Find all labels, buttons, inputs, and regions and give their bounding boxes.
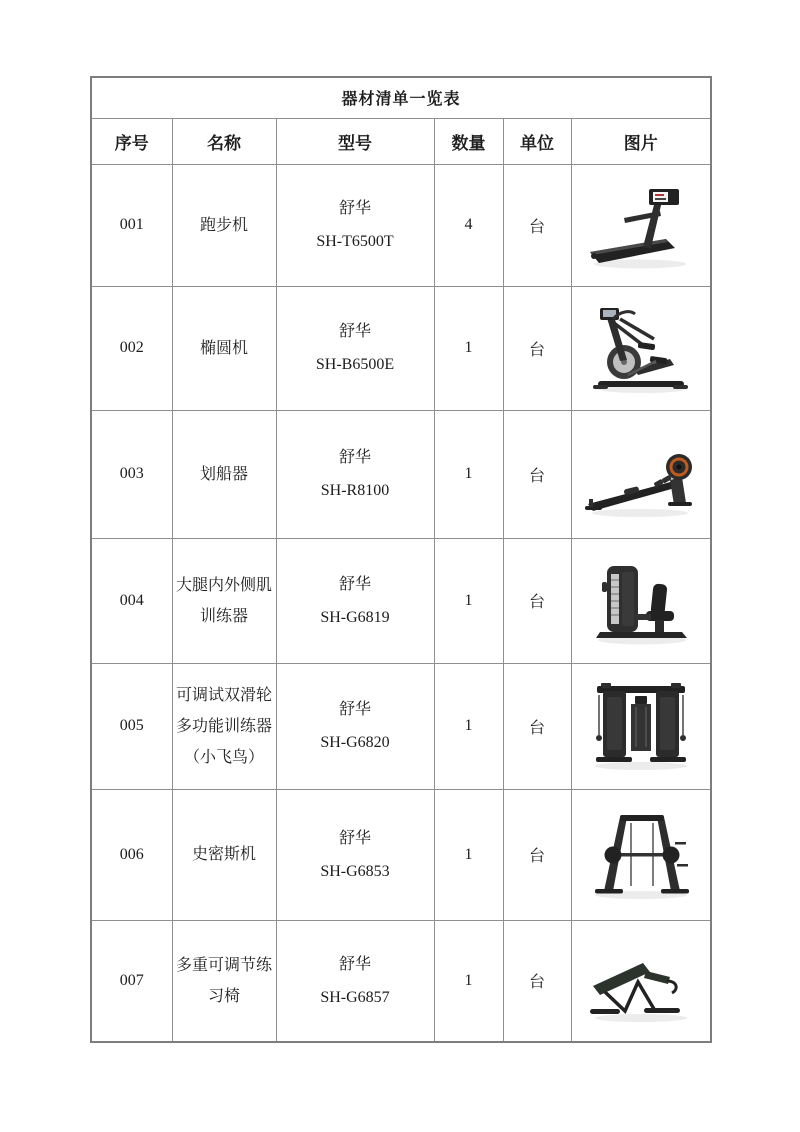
equipment-brand: 舒华: [338, 323, 371, 340]
equipment-brand: 舒华: [338, 449, 371, 466]
equipment-model-cell: [276, 538, 434, 663]
row-index: 006: [91, 789, 172, 920]
column-header-quantity: 数量: [434, 118, 503, 164]
equipment-image-cell: [571, 164, 711, 286]
equipment-quantity: 1: [434, 286, 503, 410]
equipment-model: SH-G6820: [320, 734, 390, 751]
equipment-model: SH-G6819: [320, 608, 390, 626]
row-index: 004: [91, 538, 172, 663]
equipment-unit: 台: [503, 663, 571, 789]
equipment-unit: 台: [503, 164, 571, 286]
table-row: [91, 920, 711, 1042]
functional-trainer-image: [572, 677, 711, 775]
equipment-model: SH-T6500T: [316, 233, 394, 250]
equipment-brand: 舒华: [338, 829, 371, 847]
equipment-brand: 舒华: [338, 200, 371, 217]
equipment-image-cell: [571, 410, 711, 538]
equipment-model: SH-R8100: [320, 482, 390, 499]
column-header-index: 序号: [91, 118, 172, 164]
equipment-table-container: [90, 76, 712, 1043]
equipment-image-cell: [571, 538, 711, 663]
equipment-name: 多重可调节练习椅: [172, 920, 276, 1042]
equipment-image-cell: [571, 663, 711, 789]
equipment-name: 史密斯机: [172, 789, 276, 920]
equipment-model: SH-G6853: [320, 862, 390, 880]
table-row: [91, 538, 711, 663]
table-title-row: [91, 77, 711, 118]
equipment-unit: 台: [503, 410, 571, 538]
adductor-machine-image: [572, 552, 711, 650]
equipment-table-body: [91, 164, 711, 1042]
equipment-quantity: 1: [434, 410, 503, 538]
equipment-image-cell: [571, 286, 711, 410]
table-row: [91, 663, 711, 789]
equipment-quantity: 1: [434, 663, 503, 789]
table-title: 器材清单一览表: [91, 77, 711, 118]
rower-image: [572, 425, 711, 523]
smith-machine-image: [572, 806, 711, 904]
equipment-table: [90, 76, 712, 1043]
equipment-name: 椭圆机: [172, 286, 276, 410]
row-index: 002: [91, 286, 172, 410]
equipment-model-cell: [276, 663, 434, 789]
elliptical-image: [572, 299, 711, 397]
equipment-quantity: 1: [434, 538, 503, 663]
equipment-model-cell: [276, 920, 434, 1042]
table-header-row: [91, 118, 711, 164]
equipment-model-cell: [276, 164, 434, 286]
equipment-brand: 舒华: [338, 701, 371, 718]
equipment-name: 跑步机: [172, 164, 276, 286]
equipment-brand: 舒华: [338, 575, 371, 593]
equipment-name: 可调试双滑轮多功能训练器（小飞鸟）: [172, 663, 276, 789]
table-row: [91, 789, 711, 920]
equipment-quantity: 1: [434, 789, 503, 920]
equipment-unit: 台: [503, 286, 571, 410]
equipment-unit: 台: [503, 920, 571, 1042]
adjustable-bench-image: [572, 932, 711, 1030]
row-index: 007: [91, 920, 172, 1042]
row-index: 001: [91, 164, 172, 286]
column-header-model: 型号: [276, 118, 434, 164]
equipment-model-cell: [276, 286, 434, 410]
equipment-model-cell: [276, 789, 434, 920]
equipment-model: SH-B6500E: [315, 356, 395, 373]
equipment-brand: 舒华: [338, 955, 371, 973]
equipment-unit: 台: [503, 538, 571, 663]
equipment-image-cell: [571, 920, 711, 1042]
table-row: [91, 410, 711, 538]
column-header-unit: 单位: [503, 118, 571, 164]
equipment-unit: 台: [503, 789, 571, 920]
table-row: [91, 286, 711, 410]
equipment-model-cell: [276, 410, 434, 538]
equipment-image-cell: [571, 789, 711, 920]
equipment-model: SH-G6857: [320, 988, 390, 1006]
row-index: 003: [91, 410, 172, 538]
treadmill-image: [572, 176, 711, 274]
column-header-name: 名称: [172, 118, 276, 164]
equipment-name: 划船器: [172, 410, 276, 538]
equipment-quantity: 4: [434, 164, 503, 286]
equipment-quantity: 1: [434, 920, 503, 1042]
table-row: [91, 164, 711, 286]
column-header-image: 图片: [571, 118, 711, 164]
row-index: 005: [91, 663, 172, 789]
equipment-name: 大腿内外侧肌训练器: [172, 538, 276, 663]
